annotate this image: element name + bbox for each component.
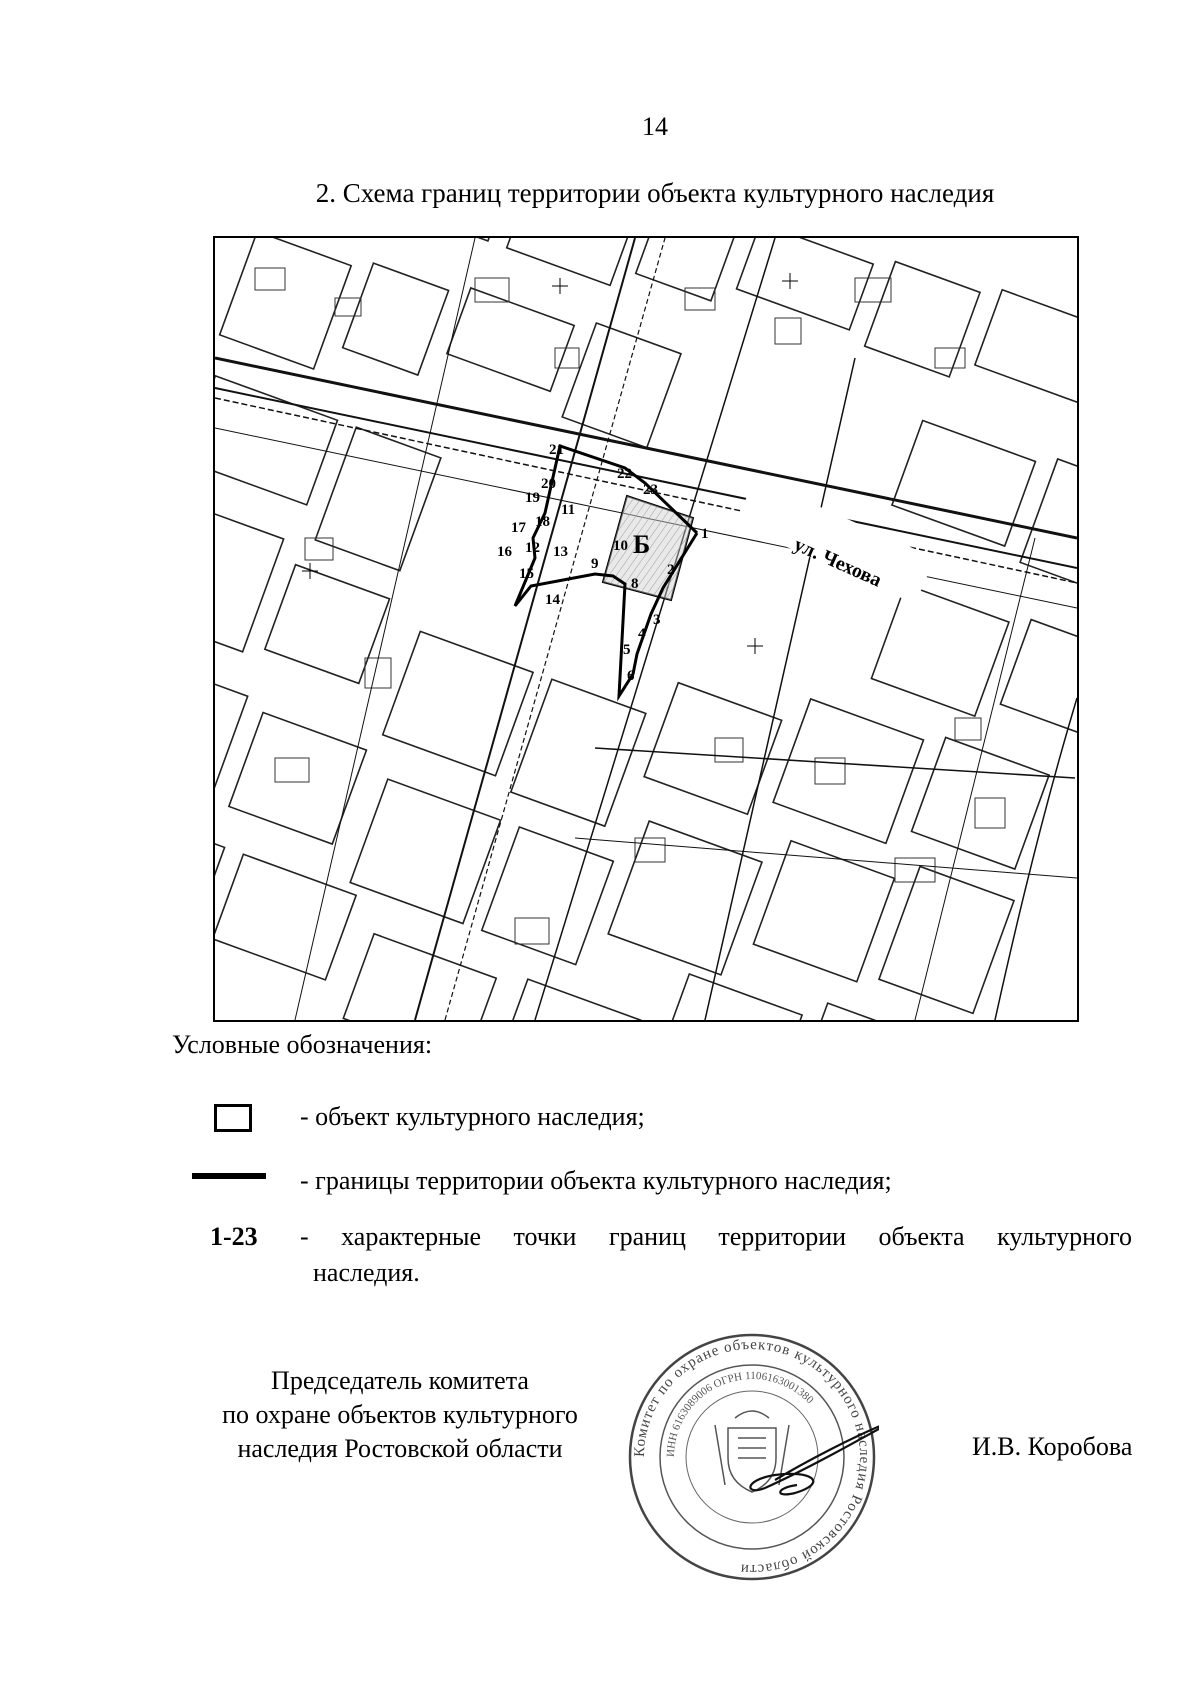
point-label: 18 bbox=[535, 514, 550, 530]
point-label: 23 bbox=[643, 482, 658, 498]
coat-of-arms-icon bbox=[715, 1411, 789, 1492]
point-label: 2 bbox=[667, 562, 675, 578]
point-label: 9 bbox=[591, 556, 599, 572]
document-title: 2. Схема границ территории объекта культурного наследия bbox=[315, 178, 995, 208]
seal-inner-text: ИНН 6163089006 ОГРН 1106163001380 bbox=[664, 1369, 816, 1458]
legend-object-text: - объект культурного наследия; bbox=[300, 1102, 645, 1131]
legend-points-text-continued: наследия. bbox=[313, 1258, 420, 1287]
point-label: 17 bbox=[511, 520, 526, 536]
point-label: 12 bbox=[525, 540, 540, 556]
point-label: 1 bbox=[701, 526, 709, 542]
legend-points-code: 1-23 bbox=[210, 1222, 258, 1251]
point-label: 3 bbox=[653, 612, 661, 628]
signatory-position-line3: наследия Ростовской области bbox=[237, 1434, 563, 1463]
signatory-position-line2: по охране объектов культурного bbox=[222, 1400, 578, 1429]
object-label: Б bbox=[633, 530, 651, 559]
official-seal bbox=[625, 1330, 879, 1584]
point-label: 22 bbox=[617, 466, 632, 482]
seal-outer-text: Комитет по охране объектов культурного наследия Ростовской области bbox=[631, 1336, 873, 1578]
cadastral-map bbox=[213, 236, 1079, 1022]
legend-boundary-symbol bbox=[192, 1173, 266, 1179]
street-label: ул. Чехова bbox=[790, 533, 885, 592]
point-label: 5 bbox=[623, 642, 631, 658]
legend-boundary-text: - границы территории объекта культурного наследия; bbox=[300, 1166, 892, 1195]
point-label: 8 bbox=[631, 576, 639, 592]
point-label: 14 bbox=[545, 592, 560, 608]
legend-object-symbol bbox=[214, 1104, 252, 1132]
signatory-name: И.В. Коробова bbox=[972, 1432, 1133, 1461]
point-label: 11 bbox=[561, 502, 576, 518]
point-label: 16 bbox=[497, 544, 512, 560]
point-label: 20 bbox=[541, 476, 556, 492]
point-label: 15 bbox=[519, 566, 534, 582]
legend-points-text: - характерные точки границ территории объекта культурного bbox=[300, 1222, 1132, 1251]
point-label: 6 bbox=[627, 668, 635, 684]
point-label: 13 bbox=[553, 544, 568, 560]
point-label: 21 bbox=[549, 442, 564, 458]
page-number: 14 bbox=[642, 112, 668, 141]
point-label: 19 bbox=[525, 490, 540, 506]
legend-heading: Условные обозначения: bbox=[172, 1030, 433, 1059]
signatory-position-line1: Председатель комитета bbox=[271, 1366, 529, 1395]
point-label: 10 bbox=[613, 538, 628, 554]
point-label: 4 bbox=[638, 626, 646, 642]
